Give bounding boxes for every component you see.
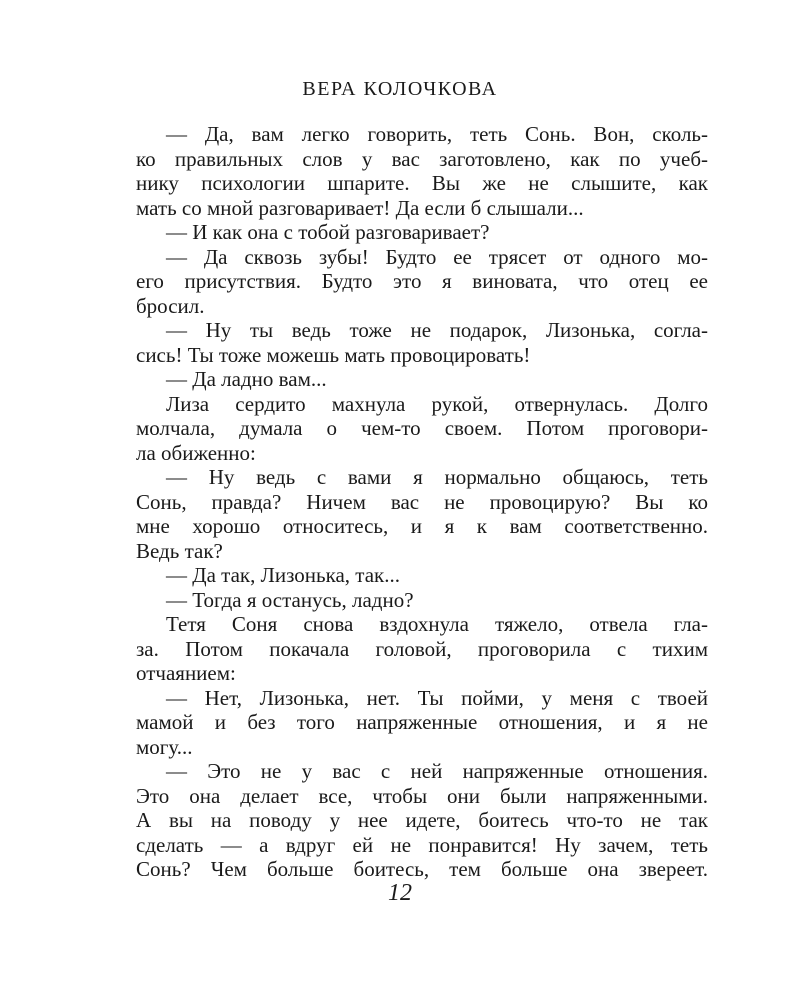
text-line: сись! Ты тоже можешь мать провоцировать!: [136, 342, 531, 367]
text-line: мать со мной разговаривает! Да если б слышали...: [136, 195, 584, 220]
text-line: — Да, вам легко говорить, теть Сонь. Вон, сколь-: [166, 122, 708, 146]
text-line: — Да ладно вам...: [166, 367, 327, 391]
text-line: — Да так, Лизонька, так...: [166, 563, 400, 587]
text-line: за. Потом покачала головой, проговорила с тихим: [136, 636, 708, 661]
text-line: могу...: [136, 734, 193, 759]
text-line: Это она делает все, чтобы они были напряженными.: [136, 783, 708, 808]
text-line: молчала, думала о чем-то своем. Потом проговори-: [136, 416, 708, 440]
text-line: сделать — а вдруг ей не понравится! Ну зачем, теть: [136, 832, 708, 857]
text-line: ла обиженно:: [136, 440, 256, 465]
text-line: бросил.: [136, 293, 205, 318]
running-title: ВЕРА КОЛОЧКОВА: [302, 78, 498, 100]
text-line: его присутствия. Будто это я виновата, что отец ее: [136, 269, 708, 293]
text-line: Сонь, правда? Ничем вас не провоцирую? Вы ко: [136, 489, 708, 514]
text-line: ко правильных слов у вас заготовлено, как по учеб-: [136, 146, 708, 171]
text-line: нику психологии шпарите. Вы же не слышите, как: [136, 171, 708, 195]
page-number: 12: [388, 880, 412, 906]
text-line: Тетя Соня снова вздохнула тяжело, отвела гла-: [166, 612, 708, 636]
text-line: — Да сквозь зубы! Будто ее трясет от одного мо-: [166, 244, 708, 269]
text-line: — Это не у вас с ней напряженные отношения.: [166, 759, 708, 783]
text-line: Лиза сердито махнула рукой, отвернулась. Долго: [166, 391, 708, 416]
text-line: — Тогда я останусь, ладно?: [166, 587, 414, 612]
text-line: А вы на поводу у нее идете, боитесь что-то не так: [136, 808, 708, 832]
text-line: мне хорошо относитесь, и я к вам соответственно.: [136, 514, 708, 538]
text-line: — Ну ведь с вами я нормально общаюсь, теть: [166, 465, 708, 489]
text-line: Ведь так?: [136, 538, 223, 563]
text-line: — Нет, Лизонька, нет. Ты пойми, у меня с твоей: [166, 685, 708, 710]
text-line: мамой и без того напряженные отношения, и я не: [136, 710, 708, 734]
text-line: Сонь? Чем больше боитесь, тем больше она звереет.: [136, 857, 708, 881]
text-line: отчаянием:: [136, 661, 236, 685]
body-text: [136, 122, 708, 882]
text-line: — И как она с тобой разговаривает?: [166, 220, 490, 244]
text-line: — Ну ты ведь тоже не подарок, Лизонька, согла-: [166, 318, 708, 342]
